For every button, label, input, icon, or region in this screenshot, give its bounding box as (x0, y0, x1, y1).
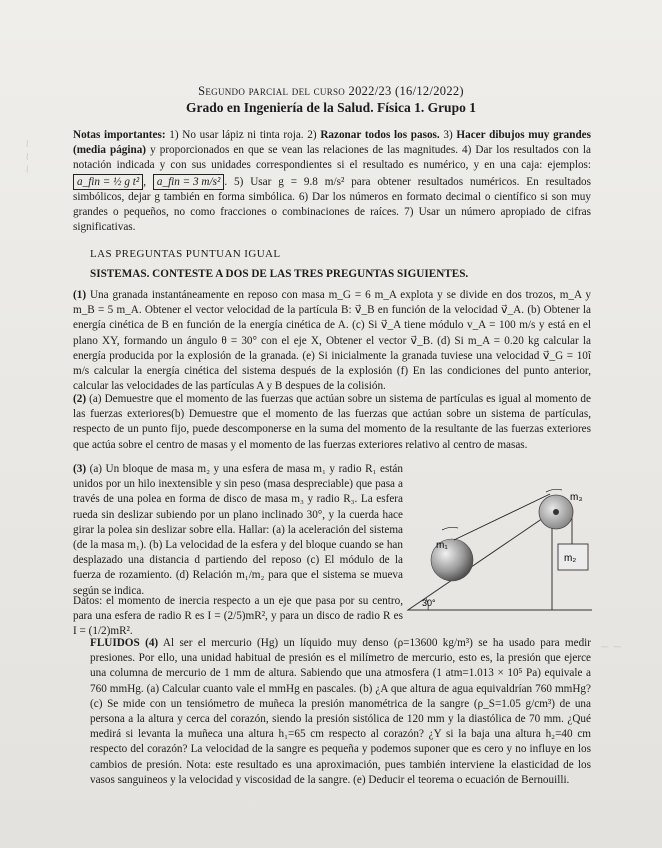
question-3-text: (a) Un bloque de masa m₂ y una esfera de masa m₁ y radio R₁ están unidos por un hilo inextensible y sin peso (masa despreciable) que pasa a través de una polea en forma de disco de masa m₃ y radio R₃. La esfera rueda sin deslizar subiendo por un plano inclinado 30°, y la cuerda hace girar la polea sin deslizar sobre ella. Hallar: (a) la aceleración del sistema (de la masa m₁). (b) La velocidad de la esfera y del bloque cuando se han desplazado una distancia d partiendo del reposo (c) El módulo de la fuerza de rozamiento. (d) Relación m₁/m₂ para que el sistema se mueva según se indica. (73, 463, 403, 597)
exam-header (0, 84, 662, 116)
rotation-arrow-sphere (442, 527, 458, 530)
question-2-text: (a) Demuestre que el momento de las fuerzas que actúan sobre un sistema de partículas es igual al momento de las fuerzas exteriores(b) Demuestre que el momento de las fuerzas que actúan sobre un sistema de partículas, respecto de un punto fijo, puede descomponerse en la suma del momento de la resultante de las fuerzas exteriores que actúa sobre el centro de masas y el momento de las fuerzas exteriores relativo al centro de masas. (73, 393, 591, 451)
notes-text-1: 1) No usar lápiz ni tinta roja. 2) (165, 129, 321, 141)
question-4-text: Al ser el mercurio (Hg) un líquido muy denso (ρ=13600 kg/m³) se ha usado para medir presiones. Por ello, una unidad habitual de presión es el milímetro de mercurio, esto es, la presión que ejerce una columna de mercurio de 1 mm de altura. Sabiendo que una atmosfera (1 atm=1.013 × 10⁵ Pa) equivale a 760 mmHg. (a) Calcular cuanto vale el mmHg en pascales. (b) ¿A que altura de agua equivaldrían 760 mmHg? (c) Se mide con un tensiómetro de muñeca la presión manométrica de la sangre (ρ_S=1.05 g/cm³) de una persona a la altura y cerca del corazón, siendo la presión sistólica de 120 mm y la diastólica de 70 mm. ¿Qué medirá si levanta la muñeca una altura h₁=65 cm respecto al corazón? ¿Y si la baja una altura h₂=40 cm respecto del corazón? La velocidad de la sangre es pequeña y podemos suponer que es cero y no influye en los cambios de presión. Nota: este resultado es una aproximación, pues también interviene la elasticidad de los vasos sanguineos y la velocidad y viscosidad de la sangre. (e) Deducir el teorema o ecuación de Bernouilli. (90, 637, 592, 786)
question-3-number: (3) (73, 463, 87, 475)
rope-incline (454, 494, 550, 540)
section-title-sistemas: SISTEMAS. CONTESTE A DOS DE LAS TRES PREGUNTAS SIGUIENTES. (90, 268, 469, 280)
question-1-number: (1) (73, 289, 87, 301)
incline-pulley-diagram (402, 484, 598, 616)
example-box-1: a_fin = ½ g t² (73, 174, 143, 190)
bleed-through-mark: ~ ~ ~ (20, 139, 34, 174)
m1-label: m₁ (436, 540, 448, 551)
pulley-axle (553, 509, 559, 515)
notes-text-4: . 5) Usar g = 9.8 m/s² para obtener resultados numéricos. En resultados simbólicos, dejar g también en forma simbólica. 6) Dar los números en formato decimal o científico si son muy grandes o pequeños, no como fracciones o combinaciones de raíces. 7) Usar un número apropiado de cifras significativas. (73, 175, 591, 234)
question-4 (73, 636, 591, 788)
notes-text-3: y proporcionados en que se vean las relaciones de las magnitudes. 4) Dar los resultados con la notación indicada y con sus unidades correspondientes si el resultado es numérico, y en una caja: ejemplos: (73, 144, 591, 172)
question-3 (73, 462, 403, 599)
question-2-number: (2) (73, 393, 87, 405)
question-1-text: Una granada instantáneamente en reposo con masa m_G = 6 m_A explota y se divide en dos trozos, m_A y m_B = 5 m_A. Obtener el vector velocidad de la partícula B: v⃗_B en función de la velocidad v⃗_A. (b) Obtener la energía cinética de B en función de la energía cinética de A. (c) Si v⃗_A tiene módulo v_A = 100 m/s y está en el plano XY, formando un ángulo θ = 30° con el eje X, Obtener el vector v⃗_B. (d) Si m_A = 0.20 kg calcular la energía producida por la explosión de la granada. (e) Si inicialmente la granada tuviese una velocidad v⃗_G = 10î m/s calcular la energía cinética del sistema después de la explosión (f) En las condiciones del punto anterior, calcular las velocidades de las partículas A y B despues de la colisión. (73, 289, 591, 393)
question-3-data (73, 594, 403, 640)
notes-label: Notas importantes: (73, 129, 166, 141)
exam-subtitle: Grado en Ingeniería de la Salud. Física 1. Grupo 1 (186, 100, 476, 115)
question-2 (73, 392, 591, 453)
question-1 (73, 288, 591, 394)
scoring-note: LAS PREGUNTAS PUNTUAN IGUAL (90, 248, 281, 260)
m3-label: m₃ (570, 492, 583, 503)
important-notes: Notas importantes: 1) No usar lápiz ni tinta roja. 2) Razonar todos los pasos. 3) Hacer dibujos muy grandes (media página) y proporcionados en que se vean las relaciones de las magnitudes. 4) Dar los resultados con la notación indicada y con sus unidades correspondientes si el resultado es numérico, y en una caja: ejemplos: a_fin = ½ g t² , a_fin = 3 m/s² . 5) Usar g = 9.8 m/s² para obtener resultados numéricos. En resultados simbólicos, dejar g también en forma simbólica. 6) Dar los números en formato decimal o científico si son muy grandes o pequeños, no como fracciones o combinaciones de raíces. 7) Usar un número apropiado de cifras significativas. (73, 129, 592, 234)
question-4-number: (4) (145, 637, 159, 649)
notes-bold-2: Hacer dibujos muy grandes (media página) (73, 129, 592, 157)
incline-plane (408, 512, 552, 610)
notes-text-2: 3) (439, 129, 457, 141)
example-box-2: a_fin = 3 m/s² (153, 174, 224, 190)
angle-label: 30° (422, 598, 436, 608)
question-3-data-text: Datos: el momento de inercia respecto a un eje que pasa por su centro, para una esfera de radio R es I = (2/5)mR², y para un disco de radio R es I = (1/2)mR². (73, 595, 403, 638)
section-title-fluidos: FLUIDOS (90, 637, 140, 649)
bleed-through-mark: ~ ~ (600, 640, 622, 653)
rotation-arrow-pulley (546, 489, 562, 492)
exam-title: Segundo parcial del curso 2022/23 (16/12/2022) (198, 84, 464, 98)
m2-label: m₂ (564, 553, 577, 564)
notes-bold-1: Razonar todos los pasos. (320, 129, 440, 141)
